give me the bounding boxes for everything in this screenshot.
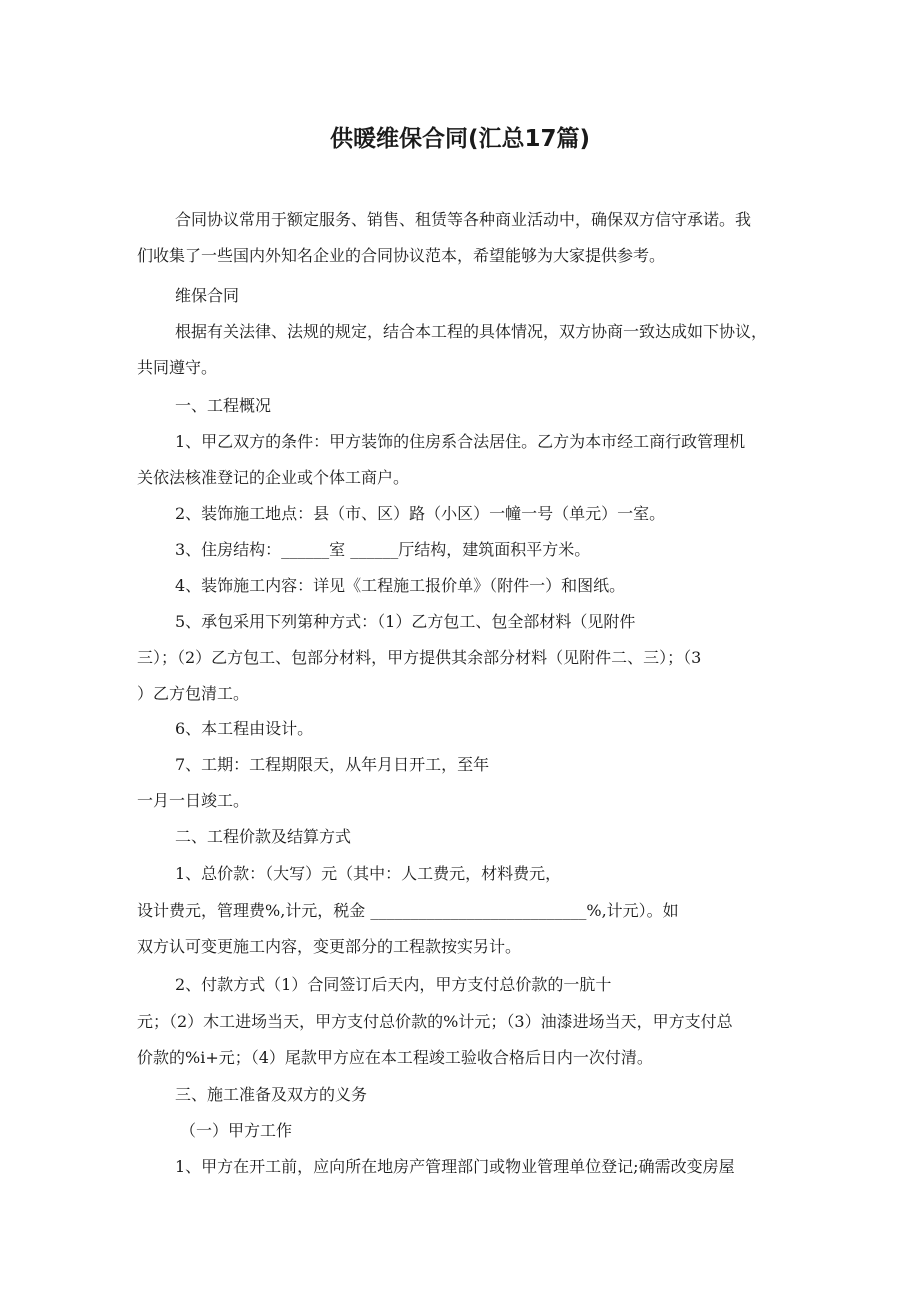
document-title: 供暖维保合同(汇总17篇) [329, 126, 591, 152]
paragraph-line: 1、总价款：（大写）元（其中：人工费元，材料费元， [175, 864, 562, 883]
paragraph-line: 一月一日竣工。 [137, 791, 250, 810]
paragraph-line: 5、承包采用下列第种方式：（1）乙方包工、包全部材料（见附件 [175, 612, 636, 631]
paragraph-line: 7、工期：工程期限天，从年月日开工，至年 [175, 755, 490, 774]
paragraph-line: ）乙方包清工。 [137, 684, 250, 703]
paragraph-line: 价款的%i+元；（4）尾款甲方应在本工程竣工验收合格后日内一次付清。 [137, 1048, 653, 1067]
section-heading: 维保合同 [175, 286, 240, 305]
paragraph-line: 1、甲乙双方的条件：甲方装饰的住房系合法居住。乙方为本市经工商行政管理机 [175, 432, 746, 451]
paragraph-line: 共同遵守。 [137, 358, 218, 377]
paragraph-line: 双方认可变更施工内容，变更部分的工程款按实另计。 [137, 937, 522, 956]
section-heading: 三、施工准备及双方的义务 [175, 1085, 368, 1104]
paragraph-line: 1、甲方在开工前，应向所在地房产管理部门或物业管理单位登记;确需改变房屋 [175, 1157, 735, 1176]
section-heading: 一、工程概况 [175, 396, 272, 415]
paragraph-line: 2、装饰施工地点：县（市、区）路（小区）一幢一号（单元）一室。 [175, 504, 666, 523]
subsection-heading: （一）甲方工作 [180, 1121, 293, 1140]
paragraph-line: 关依法核准登记的企业或个体工商户。 [137, 468, 410, 487]
paragraph-line: 们收集了一些国内外知名企业的合同协议范本，希望能够为大家提供参考。 [137, 246, 666, 265]
section-heading: 二、工程价款及结算方式 [175, 827, 352, 846]
paragraph-line: 根据有关法律、法规的规定，结合本工程的具体情况，双方协商一致达成如下协议， [175, 322, 768, 341]
paragraph-line: 4、装饰施工内容：详见《工程施工报价单》（附件一）和图纸。 [175, 576, 626, 595]
paragraph-line: 设计费元，管理费%,计元，税金 ___________________________%,计元）。如 [137, 901, 679, 920]
paragraph-line: 合同协议常用于额定服务、销售、租赁等各种商业活动中，确保双方信守承诺。我 [175, 210, 752, 229]
paragraph-line: 3、住房结构：______室 ______厅结构，建筑面积平方米。 [175, 540, 591, 559]
paragraph-line: 2、付款方式（1）合同签订后天内，甲方支付总价款的一肮十 [175, 975, 612, 994]
paragraph-line: 三）；（2）乙方包工、包部分材料，甲方提供其余部分材料（见附件二、三）；（3 [137, 648, 702, 667]
paragraph-line: 6、本工程由设计。 [175, 719, 314, 738]
paragraph-line: 元；（2）木工进场当天，甲方支付总价款的%计元；（3）油漆进场当天，甲方支付总 [137, 1012, 733, 1031]
